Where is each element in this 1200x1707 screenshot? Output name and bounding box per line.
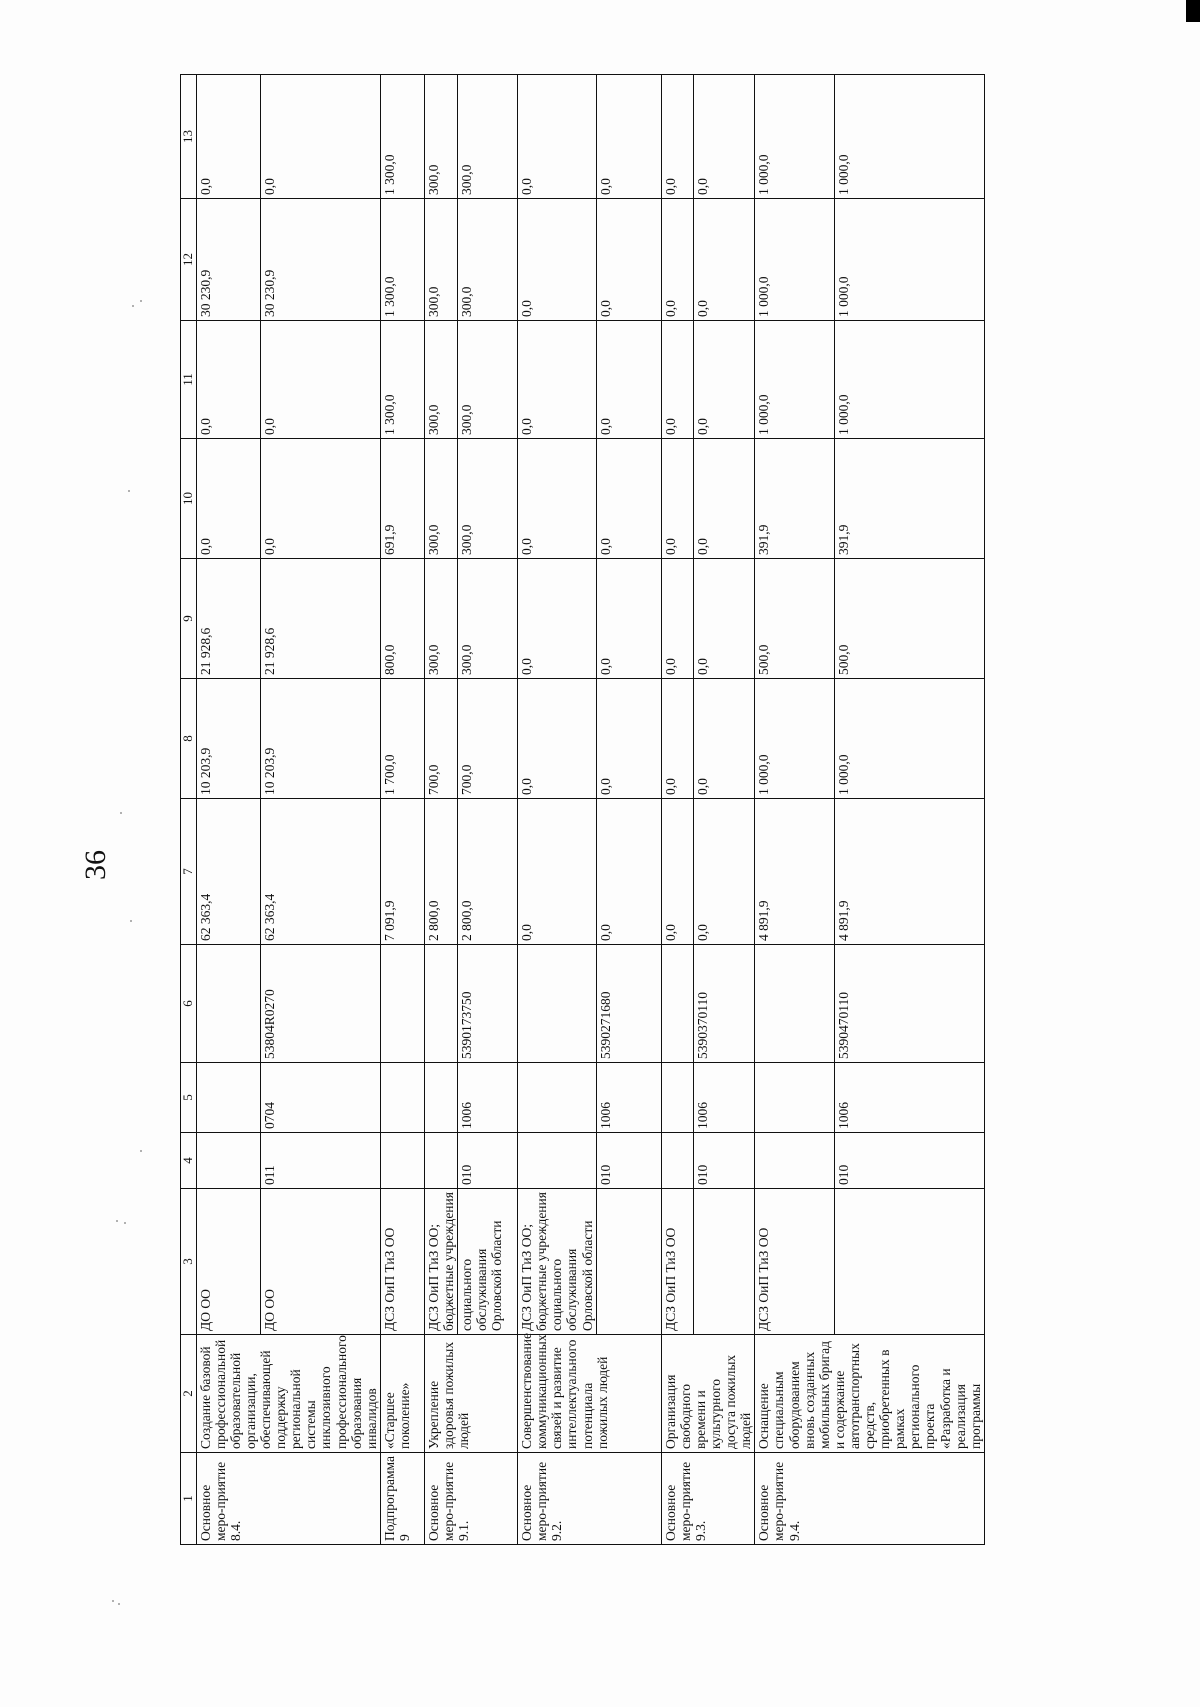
cell-col-6 — [518, 945, 597, 1063]
cell-col-11: 0,0 — [694, 321, 755, 439]
cell-col-5 — [518, 1063, 597, 1133]
cell-col-13: 1 000,0 — [835, 75, 985, 199]
cell-col-6 — [661, 945, 694, 1063]
cell-col-11: 0,0 — [518, 321, 597, 439]
column-header-6: 6 — [181, 945, 197, 1063]
cell-col-7: 2 800,0 — [458, 799, 518, 945]
cell-col-4: 010 — [835, 1133, 985, 1189]
cell-col-10: 0,0 — [596, 439, 661, 559]
cell-col-5: 0704 — [260, 1063, 380, 1133]
cell-col-13: 1 000,0 — [755, 75, 835, 199]
row-title-cell: Создание базовой профессиональной образовательной организации, обеспечивающей поддержку региональной системы инклюзивного профессионального образования инвалидов — [196, 1335, 380, 1453]
cell-col-3: ДСЗ ОиП ТиЗ ОО; бюджетные учреждения социального обслуживания Орловской области — [518, 1189, 597, 1335]
table-row — [518, 75, 597, 1545]
table-row — [260, 75, 380, 1545]
cell-col-4: 010 — [596, 1133, 661, 1189]
cell-col-10: 0,0 — [260, 439, 380, 559]
cell-col-5 — [755, 1063, 835, 1133]
cell-col-12: 1 000,0 — [835, 199, 985, 321]
cell-col-12: 0,0 — [518, 199, 597, 321]
cell-col-8: 10 203,9 — [260, 679, 380, 799]
column-header-7: 7 — [181, 799, 197, 945]
cell-col-13: 0,0 — [596, 75, 661, 199]
cell-col-12: 30 230,9 — [196, 199, 260, 321]
cell-col-7: 7 091,9 — [380, 799, 424, 945]
cell-col-13: 0,0 — [260, 75, 380, 199]
cell-col-5: 1006 — [458, 1063, 518, 1133]
table-row — [755, 75, 835, 1545]
cell-col-9: 0,0 — [694, 559, 755, 679]
cell-col-3: ДСЗ ОиП ТиЗ ОО; бюджетные учреждения — [424, 1189, 457, 1335]
cell-col-11: 300,0 — [424, 321, 457, 439]
cell-col-3 — [694, 1189, 755, 1335]
table-row — [424, 75, 457, 1545]
table-row — [835, 75, 985, 1545]
cell-col-3: ДО ОО — [196, 1189, 260, 1335]
cell-col-4 — [518, 1133, 597, 1189]
cell-col-8: 1 700,0 — [380, 679, 424, 799]
row-code-cell: Подпрограмма 9 — [380, 1453, 424, 1545]
cell-col-10: 0,0 — [196, 439, 260, 559]
cell-col-5: 1006 — [694, 1063, 755, 1133]
cell-col-8: 700,0 — [424, 679, 457, 799]
row-title-cell: «Старшее поколение» — [380, 1335, 424, 1453]
column-header-9: 9 — [181, 559, 197, 679]
cell-col-10: 0,0 — [518, 439, 597, 559]
page-number: 36 — [79, 850, 112, 880]
cell-col-3: социального обслуживания Орловской области — [458, 1189, 518, 1335]
cell-col-4 — [424, 1133, 457, 1189]
cell-col-5: 1006 — [596, 1063, 661, 1133]
cell-col-13: 0,0 — [518, 75, 597, 199]
cell-col-4: 010 — [694, 1133, 755, 1189]
cell-col-3: ДСЗ ОиП ТиЗ ОО — [661, 1189, 694, 1335]
cell-col-8: 0,0 — [694, 679, 755, 799]
cell-col-7: 62 363,4 — [260, 799, 380, 945]
column-header-8: 8 — [181, 679, 197, 799]
cell-col-9: 500,0 — [755, 559, 835, 679]
cell-col-5 — [380, 1063, 424, 1133]
cell-col-7: 4 891,9 — [835, 799, 985, 945]
cell-col-4: 010 — [458, 1133, 518, 1189]
table-row — [596, 75, 661, 1545]
column-header-2: 2 — [181, 1335, 197, 1453]
cell-col-3 — [835, 1189, 985, 1335]
cell-col-8: 10 203,9 — [196, 679, 260, 799]
cell-col-9: 21 928,6 — [260, 559, 380, 679]
cell-col-9: 21 928,6 — [196, 559, 260, 679]
cell-col-10: 691,9 — [380, 439, 424, 559]
budget-table-rotated — [180, 75, 1090, 1545]
cell-col-6: 5390470110 — [835, 945, 985, 1063]
cell-col-11: 0,0 — [260, 321, 380, 439]
cell-col-9: 800,0 — [380, 559, 424, 679]
column-header-1: 1 — [181, 1453, 197, 1545]
cell-col-7: 0,0 — [596, 799, 661, 945]
cell-col-8: 0,0 — [661, 679, 694, 799]
cell-col-4: 011 — [260, 1133, 380, 1189]
cell-col-11: 1 000,0 — [755, 321, 835, 439]
cell-col-11: 0,0 — [661, 321, 694, 439]
cell-col-3: ДО ОО — [260, 1189, 380, 1335]
row-code-cell: Основное меро-приятие 9.1. — [424, 1453, 517, 1545]
cell-col-6: 5390370110 — [694, 945, 755, 1063]
cell-col-10: 391,9 — [835, 439, 985, 559]
cell-col-9: 0,0 — [661, 559, 694, 679]
cell-col-4 — [755, 1133, 835, 1189]
cell-col-6 — [196, 945, 260, 1063]
cell-col-9: 300,0 — [458, 559, 518, 679]
cell-col-7: 0,0 — [661, 799, 694, 945]
row-title-cell: Оснащение специальным оборудованием вновь созданных мобильных бригад и содержание автотранспортных средств, приобретенных в рамках регионального проекта «Разработка и реализация программы — [755, 1335, 985, 1453]
cell-col-10: 300,0 — [424, 439, 457, 559]
cell-col-8: 1 000,0 — [835, 679, 985, 799]
cell-col-8: 1 000,0 — [755, 679, 835, 799]
cell-col-11: 0,0 — [596, 321, 661, 439]
header-row — [181, 75, 197, 1545]
cell-col-13: 300,0 — [424, 75, 457, 199]
table-row — [196, 75, 260, 1545]
cell-col-12: 1 000,0 — [755, 199, 835, 321]
row-title-cell: Организация свободного времени и культурного досуга пожилых людей — [661, 1335, 755, 1453]
column-header-11: 11 — [181, 321, 197, 439]
row-title-cell: Совершенствование коммуникационных связей и развитие интеллектуального потенциала пожилых людей — [518, 1335, 662, 1453]
cell-col-5 — [196, 1063, 260, 1133]
cell-col-13: 0,0 — [661, 75, 694, 199]
cell-col-4 — [661, 1133, 694, 1189]
cell-col-12: 0,0 — [661, 199, 694, 321]
cell-col-12: 30 230,9 — [260, 199, 380, 321]
cell-col-13: 300,0 — [458, 75, 518, 199]
cell-col-8: 0,0 — [596, 679, 661, 799]
cell-col-6 — [755, 945, 835, 1063]
row-code-cell: Основное меро-приятие 8.4. — [196, 1453, 380, 1545]
cell-col-6: 5390173750 — [458, 945, 518, 1063]
cell-col-10: 391,9 — [755, 439, 835, 559]
cell-col-7: 0,0 — [694, 799, 755, 945]
cell-col-3: ДСЗ ОиП ТиЗ ОО — [755, 1189, 835, 1335]
cell-col-8: 0,0 — [518, 679, 597, 799]
cell-col-6: 53804R0270 — [260, 945, 380, 1063]
cell-col-6 — [424, 945, 457, 1063]
cell-col-12: 1 300,0 — [380, 199, 424, 321]
column-header-12: 12 — [181, 199, 197, 321]
cell-col-9: 500,0 — [835, 559, 985, 679]
cell-col-4 — [380, 1133, 424, 1189]
cell-col-7: 4 891,9 — [755, 799, 835, 945]
cell-col-10: 0,0 — [694, 439, 755, 559]
cell-col-3 — [596, 1189, 661, 1335]
cell-col-5 — [661, 1063, 694, 1133]
column-header-10: 10 — [181, 439, 197, 559]
cell-col-12: 300,0 — [458, 199, 518, 321]
table-row — [458, 75, 518, 1545]
cell-col-11: 1 000,0 — [835, 321, 985, 439]
cell-col-13: 1 300,0 — [380, 75, 424, 199]
row-code-cell: Основное меро-приятие 9.3. — [661, 1453, 755, 1545]
row-code-cell: Основное меро-приятие 9.4. — [755, 1453, 985, 1545]
cell-col-11: 1 300,0 — [380, 321, 424, 439]
cell-col-8: 700,0 — [458, 679, 518, 799]
column-header-13: 13 — [181, 75, 197, 199]
cell-col-13: 0,0 — [196, 75, 260, 199]
cell-col-7: 2 800,0 — [424, 799, 457, 945]
column-header-3: 3 — [181, 1189, 197, 1335]
budget-table — [180, 74, 985, 1545]
cell-col-5 — [424, 1063, 457, 1133]
table-row — [694, 75, 755, 1545]
table-row — [380, 75, 424, 1545]
column-header-5: 5 — [181, 1063, 197, 1133]
cell-col-7: 0,0 — [518, 799, 597, 945]
cell-col-10: 0,0 — [661, 439, 694, 559]
cell-col-5: 1006 — [835, 1063, 985, 1133]
cell-col-13: 0,0 — [694, 75, 755, 199]
cell-col-11: 0,0 — [196, 321, 260, 439]
cell-col-12: 0,0 — [596, 199, 661, 321]
cell-col-6 — [380, 945, 424, 1063]
cell-col-10: 300,0 — [458, 439, 518, 559]
cell-col-9: 0,0 — [518, 559, 597, 679]
scan-corner-mark — [1186, 0, 1200, 22]
row-title-cell: Укрепление здоровья пожилых людей — [424, 1335, 517, 1453]
cell-col-11: 300,0 — [458, 321, 518, 439]
table-row — [661, 75, 694, 1545]
cell-col-12: 0,0 — [694, 199, 755, 321]
cell-col-9: 0,0 — [596, 559, 661, 679]
cell-col-12: 300,0 — [424, 199, 457, 321]
cell-col-4 — [196, 1133, 260, 1189]
cell-col-9: 300,0 — [424, 559, 457, 679]
cell-col-7: 62 363,4 — [196, 799, 260, 945]
row-code-cell: Основное меро-приятие 9.2. — [518, 1453, 662, 1545]
column-header-4: 4 — [181, 1133, 197, 1189]
cell-col-6: 5390271680 — [596, 945, 661, 1063]
cell-col-3: ДСЗ ОиП ТиЗ ОО — [380, 1189, 424, 1335]
